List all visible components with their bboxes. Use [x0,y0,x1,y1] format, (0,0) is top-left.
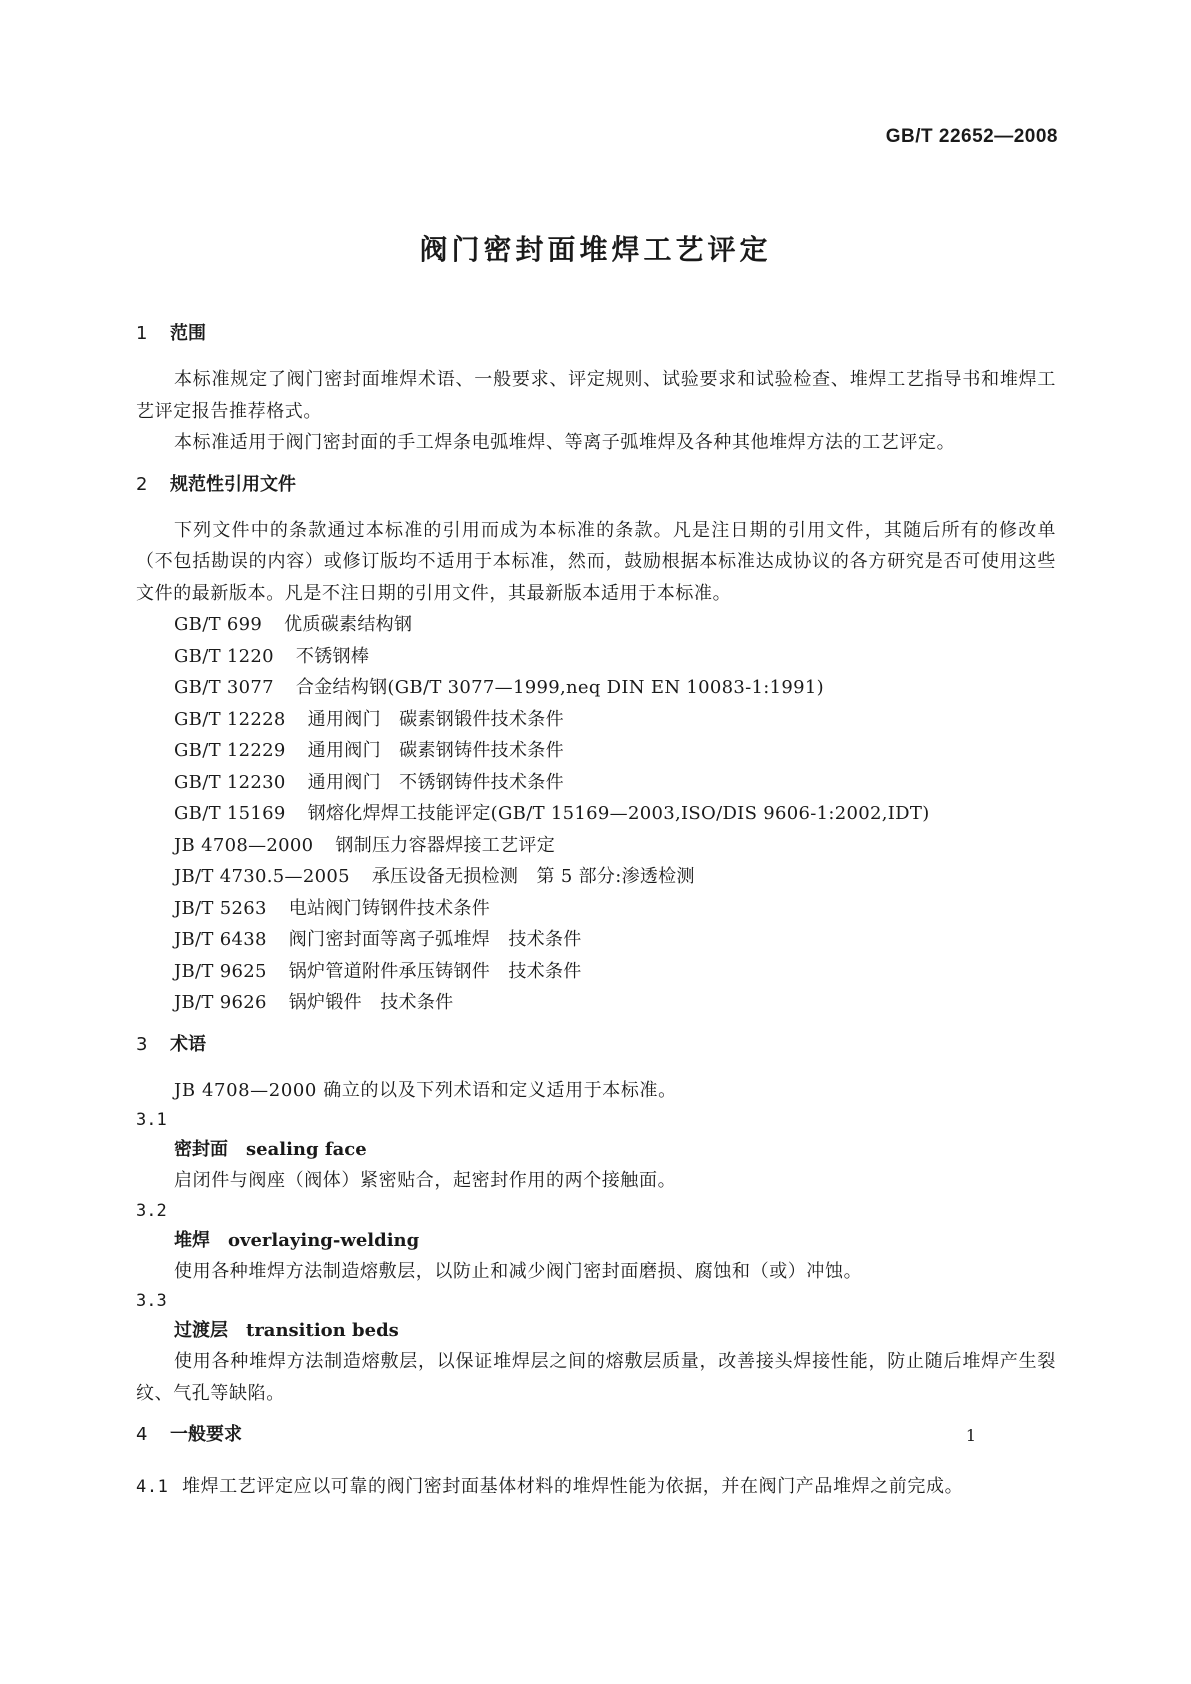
term-name [136,1225,1056,1256]
reference-item [136,767,1056,799]
reference-item [136,830,1056,862]
reference-title: 阀门密封面等离子弧堆焊 技术条件 [288,929,582,950]
term-name [136,1315,1056,1346]
reference-code: GB/T 1220 [174,645,274,667]
section-heading-general-requirements [136,1421,1056,1461]
reference-title: 不锈钢棒 [295,645,370,667]
reference-code: GB/T 12230 [174,771,286,793]
reference-title: 电站阀门铸钢件技术条件 [288,897,491,919]
clause-number: 4.1 [136,1477,169,1497]
term-en: transition beds [246,1320,399,1341]
term-definition: 启闭件与阀座（阀体）紧密贴合，起密封作用的两个接触面。 [174,1170,677,1191]
document-body [136,320,1056,1504]
section-title: 范围 [170,323,206,344]
reference-code: GB/T 15169 [174,803,286,824]
reference-item [136,641,1056,673]
term-zh: 过渡层 [174,1320,228,1341]
reference-item [136,704,1056,736]
term-en: overlaying-welding [228,1229,420,1251]
section-heading-terms [136,1031,1056,1071]
reference-code: JB/T 5263 [174,897,267,919]
document-title: 阀门密封面堆焊工艺评定 [419,233,772,266]
reference-title: 优质碳素结构钢 [284,614,413,635]
reference-title: 合金结构钢(GB/T 3077—1999,neq DIN EN 10083-1:1991) [295,677,824,698]
reference-item [136,987,1056,1019]
section-heading-normative-references [136,471,1056,511]
term-en: sealing face [246,1139,367,1160]
reference-item [136,956,1056,988]
paragraph: 下列文件中的条款通过本标准的引用而成为本标准的条款。凡是注日期的引用文件，其随后所有的修改单（不包括勘误的内容）或修订版均不适用于本标准，然而，鼓励根据本标准达成协议的各方研究是否可使用这些文件的最新版本。凡是不注日期的引用文件，其最新版本适用于本标准。 [136,519,1056,604]
reference-title: 锅炉锻件 技术条件 [288,992,454,1013]
reference-item [136,609,1056,641]
reference-item [136,924,1056,956]
reference-item [136,672,1056,704]
reference-list [136,609,1056,1019]
term-entry [136,1287,1056,1409]
reference-code: JB/T 4730.5—2005 [174,866,350,887]
reference-title: 钢制压力容器焊接工艺评定 [335,834,555,856]
reference-code: GB/T 699 [174,614,263,635]
section-number: 1 [136,323,148,344]
section-number: 3 [136,1033,148,1055]
reference-item [136,798,1056,830]
reference-code: JB 4708—2000 [174,834,314,856]
reference-title: 通用阀门 不锈钢铸件技术条件 [307,771,564,793]
paragraph: 本标准规定了阀门密封面堆焊术语、一般要求、评定规则、试验要求和试验检查、堆焊工艺指导书和堆焊工艺评定报告推荐格式。 [136,369,1056,422]
clause-text: 堆焊工艺评定应以可靠的阀门密封面基体材料的堆焊性能为依据，并在阀门产品堆焊之前完成。 [182,1476,964,1497]
reference-title: 通用阀门 碳素钢锻件技术条件 [307,708,564,730]
standard-code: GB/T 22652—2008 [885,126,1058,147]
term-number: 3.3 [136,1291,167,1311]
reference-code: GB/T 3077 [174,677,274,698]
term-definition: 使用各种堆焊方法制造熔敷层，以保证堆焊层之间的熔敷层质量，改善接头焊接性能，防止随后堆焊产生裂纹、气孔等缺陷。 [136,1351,1056,1404]
section-heading-scope [136,320,1056,360]
term-zh: 密封面 [174,1139,228,1160]
reference-code: JB/T 9625 [174,960,267,982]
term-name [136,1134,1056,1165]
reference-title: 锅炉管道附件承压铸钢件 技术条件 [288,960,582,982]
term-entry [136,1197,1056,1288]
paragraph: 本标准适用于阀门密封面的手工焊条电弧堆焊、等离子弧堆焊及各种其他堆焊方法的工艺评定。 [174,432,956,453]
clause [136,1471,1056,1504]
section-title: 规范性引用文件 [170,473,296,495]
term-number: 3.1 [136,1110,167,1130]
term-number: 3.2 [136,1200,167,1221]
section-title: 一般要求 [170,1424,242,1445]
term-entry [136,1106,1056,1197]
section-number: 4 [136,1424,148,1445]
reference-code: GB/T 12229 [174,740,286,761]
term-definition: 使用各种堆焊方法制造熔敷层，以防止和减少阀门密封面磨损、腐蚀和（或）冲蚀。 [174,1260,863,1282]
reference-title: 钢熔化焊焊工技能评定(GB/T 15169—2003,ISO/DIS 9606-1:2002,IDT) [307,803,930,824]
page-number: 1 [965,1426,976,1445]
reference-title: 承压设备无损检测 第 5 部分:渗透检测 [371,866,695,887]
section-title: 术语 [170,1033,206,1055]
reference-code: JB/T 6438 [174,929,267,950]
paragraph: JB 4708—2000 确立的以及下列术语和定义适用于本标准。 [174,1079,677,1101]
reference-code: JB/T 9626 [174,992,267,1013]
reference-item [136,893,1056,925]
reference-item [136,861,1056,893]
reference-title: 通用阀门 碳素钢铸件技术条件 [307,740,564,761]
reference-code: GB/T 12228 [174,708,286,730]
reference-item [136,735,1056,767]
section-number: 2 [136,473,148,495]
term-zh: 堆焊 [174,1229,210,1251]
